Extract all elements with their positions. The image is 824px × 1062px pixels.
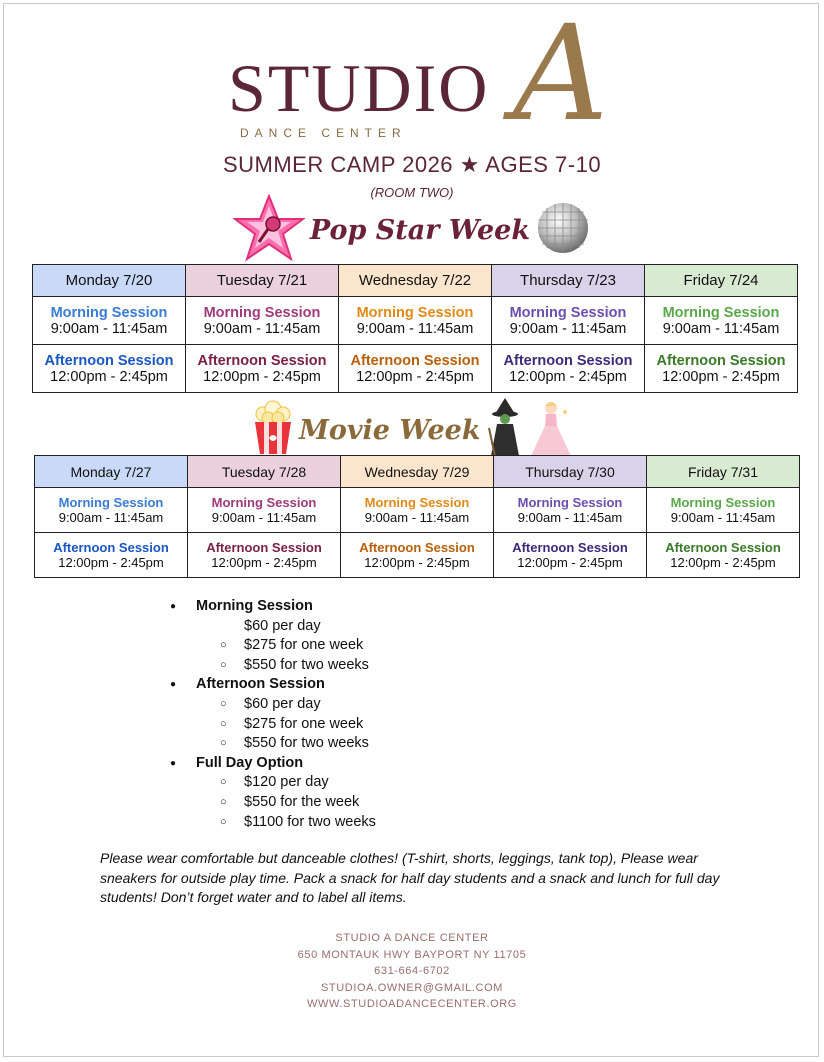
morning-session-cell (339, 297, 492, 345)
logo-studio-text: STUDIO (228, 50, 490, 126)
session-name: Afternoon Session (656, 352, 786, 369)
movie-week-schedule (34, 455, 800, 578)
princess-icon (529, 398, 573, 463)
movie-week-heading (0, 398, 824, 463)
session-time: 12:00pm - 2:45pm (58, 555, 164, 570)
session-name: Morning Session (364, 495, 470, 510)
session-name: Afternoon Session (206, 540, 322, 555)
pricing-item: ○ $550 for two weeks (170, 656, 376, 676)
session-time: 9:00am - 11:45am (203, 320, 321, 337)
star-microphone-icon (233, 194, 305, 267)
afternoon-session-cell (647, 533, 800, 578)
session-name: Morning Session (211, 495, 317, 510)
session-time: 12:00pm - 2:45pm (356, 368, 474, 385)
clothing-note: Please wear comfortable but danceable clothes! (T-shirt, shorts, leggings, tank top), Please wear sneakers for outside play time. Pack a snack for half day students and a snack and lunch for full day students! Don’t forget water and to label all items. (100, 850, 720, 905)
footer-phone[interactable]: 631-664-6702 (374, 965, 450, 978)
session-name: Afternoon Session (197, 352, 327, 369)
session-name: Afternoon Session (359, 540, 475, 555)
session-name: Morning Session (517, 495, 623, 510)
logo-subtitle: DANCE CENTER (240, 126, 407, 140)
afternoon-session-cell (35, 533, 188, 578)
studio-logo (228, 0, 609, 151)
week-title: Movie Week (298, 415, 481, 446)
afternoon-session-cell (645, 345, 798, 393)
session-name: Afternoon Session (53, 540, 169, 555)
afternoon-session-cell (339, 345, 492, 393)
morning-session-cell (186, 297, 339, 345)
pricing-item: $60 per day (244, 617, 321, 634)
session-name: Morning Session (58, 495, 164, 510)
pricing-group-title: ● Afternoon Session (170, 675, 376, 695)
session-time: 9:00am - 11:45am (364, 510, 470, 525)
day-header: Thursday 7/30 (494, 456, 647, 488)
day-header: Wednesday 7/22 (339, 265, 492, 297)
pricing-item: ○ $550 for the week (170, 793, 376, 813)
session-name: Morning Session (509, 304, 627, 321)
room-label: (ROOM TWO) (370, 185, 454, 200)
pricing-item: ○ $275 for one week (170, 636, 376, 656)
pricing-item: ○ $550 for two weeks (170, 734, 376, 754)
day-header: Thursday 7/23 (492, 265, 645, 297)
pricing-item: ○ $60 per day (170, 695, 376, 715)
popcorn-icon (251, 400, 295, 461)
session-time: 9:00am - 11:45am (509, 320, 627, 337)
session-time: 9:00am - 11:45am (211, 510, 317, 525)
day-header: Monday 7/27 (35, 456, 188, 488)
session-name: Morning Session (50, 304, 168, 321)
afternoon-session-cell (341, 533, 494, 578)
day-header: Monday 7/20 (33, 265, 186, 297)
morning-session-cell (35, 488, 188, 533)
footer-studio-name: STUDIO A DANCE CENTER (335, 932, 489, 944)
pricing-list (170, 597, 376, 832)
pop-star-week-schedule (32, 264, 798, 393)
session-time: 12:00pm - 2:45pm (50, 368, 168, 385)
pricing-group-title: ● Morning Session (170, 597, 376, 617)
morning-session-cell (647, 488, 800, 533)
pricing-group-title: ● Full Day Option (170, 754, 376, 774)
footer-website[interactable]: WWW.STUDIOADANCECENTER.ORG (307, 998, 517, 1011)
session-name: Afternoon Session (665, 540, 781, 555)
session-time: 12:00pm - 2:45pm (517, 555, 623, 570)
day-header: Wednesday 7/29 (341, 456, 494, 488)
session-name: Afternoon Session (503, 352, 633, 369)
day-header: Tuesday 7/21 (186, 265, 339, 297)
footer-email[interactable]: STUDIOA.OWNER@GMAIL.COM (320, 981, 504, 994)
session-name: Morning Session (203, 304, 321, 321)
session-time: 12:00pm - 2:45pm (509, 368, 627, 385)
session-name: Morning Session (662, 304, 780, 321)
day-header: Friday 7/31 (647, 456, 800, 488)
week-title: Pop Star Week (309, 215, 531, 246)
morning-session-cell (492, 297, 645, 345)
pricing-item: ○ $275 for one week (170, 715, 376, 735)
morning-session-cell (188, 488, 341, 533)
session-time: 9:00am - 11:45am (517, 510, 623, 525)
session-time: 9:00am - 11:45am (58, 510, 164, 525)
afternoon-session-cell (492, 345, 645, 393)
session-time: 9:00am - 11:45am (662, 320, 780, 337)
morning-session-cell (645, 297, 798, 345)
page-title: SUMMER CAMP 2026 ★ AGES 7-10 (222, 152, 602, 177)
pricing-item: ○ $1100 for two weeks (170, 813, 376, 833)
session-name: Morning Session (356, 304, 474, 321)
afternoon-session-cell (494, 533, 647, 578)
afternoon-session-cell (33, 345, 186, 393)
session-name: Afternoon Session (350, 352, 480, 369)
session-time: 12:00pm - 2:45pm (364, 555, 470, 570)
session-time: 9:00am - 11:45am (670, 510, 776, 525)
session-time: 9:00am - 11:45am (50, 320, 168, 337)
pop-star-week-heading (0, 194, 824, 267)
session-time: 12:00pm - 2:45pm (211, 555, 317, 570)
session-time: 12:00pm - 2:45pm (670, 555, 776, 570)
morning-session-cell (494, 488, 647, 533)
morning-session-cell (33, 297, 186, 345)
footer-contact (0, 930, 824, 1013)
session-time: 9:00am - 11:45am (356, 320, 474, 337)
day-header: Tuesday 7/28 (188, 456, 341, 488)
session-name: Morning Session (670, 495, 776, 510)
afternoon-session-cell (188, 533, 341, 578)
witch-icon (485, 398, 525, 463)
session-name: Afternoon Session (44, 352, 174, 369)
day-header: Friday 7/24 (645, 265, 798, 297)
pricing-item: ○ $120 per day (170, 773, 376, 793)
afternoon-session-cell (186, 345, 339, 393)
session-name: Afternoon Session (512, 540, 628, 555)
session-time: 12:00pm - 2:45pm (203, 368, 321, 385)
logo-a-letter: A (513, 0, 609, 151)
morning-session-cell (341, 488, 494, 533)
session-time: 12:00pm - 2:45pm (662, 368, 780, 385)
footer-address: 650 MONTAUK HWY BAYPORT NY 11705 (297, 948, 527, 961)
disco-ball-icon (535, 200, 591, 261)
